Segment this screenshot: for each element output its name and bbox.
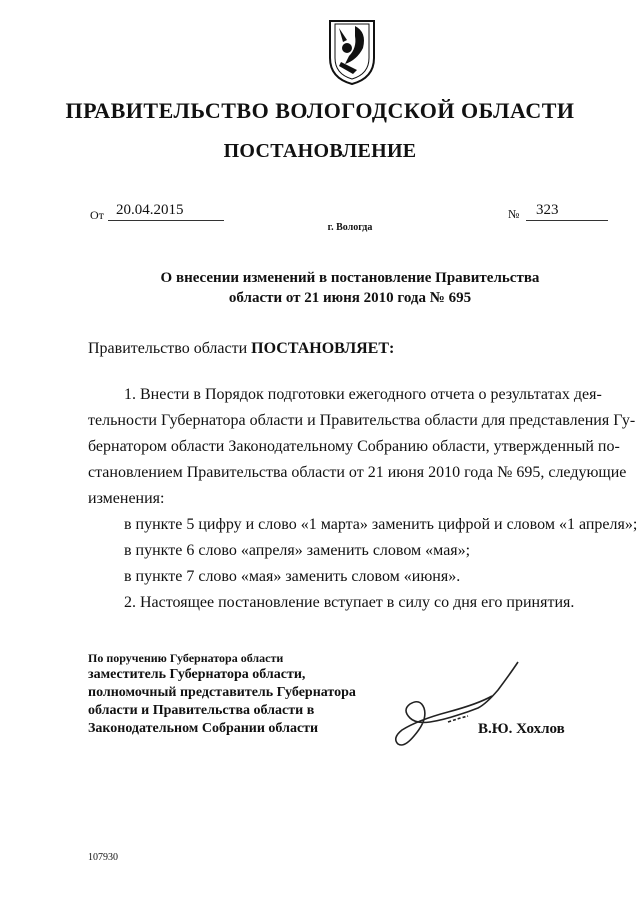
signer-block: [88, 650, 356, 738]
change-item: в пункте 7 слово «мая» заменить словом «июня».: [124, 568, 461, 585]
date-label: От: [90, 208, 104, 222]
paragraph-line: изменения:: [88, 490, 165, 507]
position-line: Законодательном Собрании области: [88, 721, 319, 736]
handwritten-signature: [388, 660, 528, 760]
paragraph-line: бернатором области Законодательному Собранию области, утвержденный по-: [88, 438, 620, 455]
document-number: 323: [526, 202, 608, 221]
paragraph-2: 2. Настоящее постановление вступает в силу со дня его принятия.: [124, 594, 575, 611]
document-kind: ПОСТАНОВЛЕНИЕ: [223, 140, 417, 162]
change-item: в пункте 5 цифру и слово «1 марта» заменить цифрой и словом «1 апреля»;: [124, 516, 638, 533]
subject-line: области от 21 июня 2010 года № 695: [228, 290, 472, 306]
document-code: 107930: [88, 852, 118, 863]
city: г. Вологда: [327, 222, 373, 233]
on-behalf-line: По поручению Губернатора области: [88, 651, 284, 665]
signer-name: В.Ю. Хохлов: [478, 721, 565, 737]
document-date: 20.04.2015: [108, 202, 224, 221]
preamble: [88, 340, 394, 358]
government-title: ПРАВИТЕЛЬСТВО ВОЛОГОДСКОЙ ОБЛАСТИ: [65, 98, 575, 123]
preamble-text: Правительство области: [88, 340, 252, 357]
position-line: полномочный представитель Губернатора: [88, 685, 356, 700]
subject-line: О внесении изменений в постановление Правительства: [160, 270, 540, 286]
paragraph-line: становлением Правительства области от 21 июня 2010 года № 695, следующие: [88, 464, 627, 481]
paragraph-line: тельности Губернатора области и Правительства области для представления Гу-: [88, 412, 636, 429]
position-line: заместитель Губернатора области,: [88, 667, 306, 682]
position-line: области и Правительства области в: [88, 703, 315, 718]
paragraph-line: 1. Внести в Порядок подготовки ежегодного отчета о результатах дея-: [124, 386, 602, 403]
document-subject: [0, 268, 640, 308]
number-label: №: [508, 207, 520, 221]
coat-of-arms-icon: [327, 18, 377, 86]
document-body: [88, 382, 638, 616]
preamble-emphasis: ПОСТАНОВЛЯЕТ:: [251, 340, 395, 357]
change-item: в пункте 6 слово «апреля» заменить словом «мая»;: [124, 542, 471, 559]
